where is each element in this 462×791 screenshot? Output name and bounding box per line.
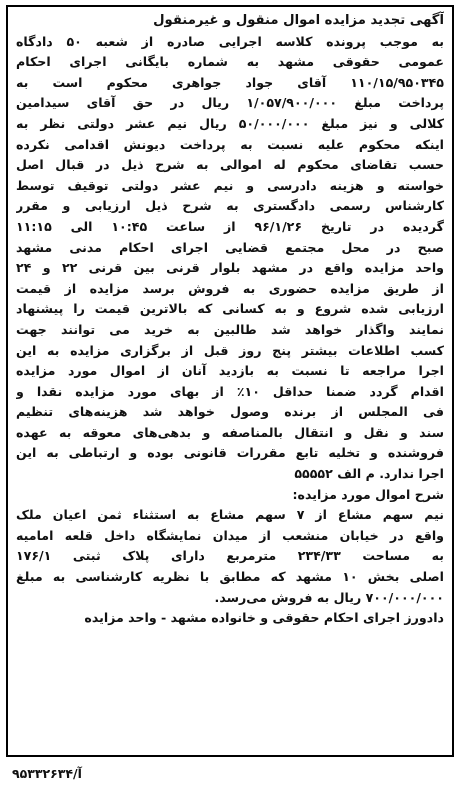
notice-line: خواسته و هزینه دادرسی و نیم عشر دولتی توقیف توسط <box>16 177 444 193</box>
notice-line: واحد مزایده واقع در مشهد بلوار قرنی بین قرنی ۲۲ و ۲۴ <box>16 260 444 276</box>
notice-line: کارشناس رسمی دادگستری به شرح ذیل ارزیابی و مقرر <box>16 198 444 214</box>
notice-line: ۷۰۰/۰۰۰/۰۰۰ ریال به فروش می‌رسد. <box>214 589 444 605</box>
notice-line: ارزیابی شده شروع و به کسانی که بالاترین قیمت را پیشنهاد <box>16 301 444 317</box>
notice-line: اصلی بخش ۱۰ مشهد که مطابق با نظریه کارشناسی به مبلغ <box>16 569 444 585</box>
notice-line: نمایند واگذار خواهد شد طالبین به خرید می توانند جهت <box>16 321 444 337</box>
notice-signature: دادورز اجرای احکام حقوقی و خانواده مشهد - واحد مزایده <box>84 610 444 626</box>
notice-line: به موجب پرونده کلاسه اجرایی صادره از شعبه ۵۰ دادگاه <box>16 33 444 49</box>
notice-line: اقدام گردد ضمنا حداقل ۱۰٪ از بهای مورد مزایده نقدا و <box>16 383 444 399</box>
notice-line: نیم سهم مشاع از ۷ سهم مشاع به استثناء ثمن اعیان ملک <box>16 507 444 523</box>
notice-line: اجرا مراجعه تا نسبت به بازدید آنان از اموال مورد مزایده <box>16 363 444 379</box>
notice-line: عمومی حقوقی مشهد به شماره بایگانی اجرای احکام <box>16 54 444 70</box>
notice-line: پرداخت مبلغ ۱/۰۵۷/۹۰۰/۰۰۰ ریال در حق آقای سیدامین <box>16 95 444 111</box>
notice-line: اجرا ندارد. م الف ۵۵۵۵۲ <box>294 466 444 482</box>
notice-box <box>6 5 454 757</box>
notice-line: صبح در محل مجتمع قضایی اجرای احکام مدنی مشهد <box>16 239 444 255</box>
notice-line: کلالی و نیز مبلغ ۵۰/۰۰۰/۰۰۰ ریال نیم عشر دولتی نظر به <box>16 115 444 131</box>
notice-line: فروشنده و تخلیه تابع مقررات قانونی بوده و ارتباطی به این <box>16 445 444 461</box>
reference-number: آ/۹۵۳۳۲۶۳۴ <box>12 766 82 781</box>
notice-line: حسب تقاضای محکوم له اموالی به شرح ذیل در قبال اصل <box>16 157 444 173</box>
notice-line: فی المجلس از برنده وصول خواهد شد هزینه‌های تنظیم <box>16 404 444 420</box>
notice-line: به مساحت ۲۳۴/۳۳ مترمربع دارای پلاک ثبتی ۱۷۶/۱ <box>16 548 444 564</box>
notice-line: سند و نقل و انتقال بالمناصفه و بدهی‌های معوقه به عهده <box>16 424 444 440</box>
notice-section-heading: شرح اموال مورد مزایده: <box>292 486 444 502</box>
notice-line: ۱۱۰/۱۵/۹۵۰۳۴۵ آقای جواد جواهری محکوم است به <box>16 74 444 90</box>
notice-line: اینکه محکوم علیه نسبت به پرداخت دیونش اقدامی نکرده <box>16 136 444 152</box>
notice-line: گردیده در تاریخ ۹۶/۱/۲۶ از ساعت ۱۰:۴۵ الی ۱۱:۱۵ <box>16 218 444 234</box>
notice-line: از طریق مزایده حضوری به فروش برسد مزایده از قیمت <box>16 280 444 296</box>
notice-title: آگهی تجدید مزایده اموال منقول و غیرمنقول <box>153 13 444 28</box>
notice-line: کسب اطلاعات بیشتر پنج روز قبل از برگزاری مزایده به این <box>16 342 444 358</box>
notice-line: واقع در خیابان منشعب از میدان نمایشگاه داخل قلعه امامیه <box>16 527 444 543</box>
